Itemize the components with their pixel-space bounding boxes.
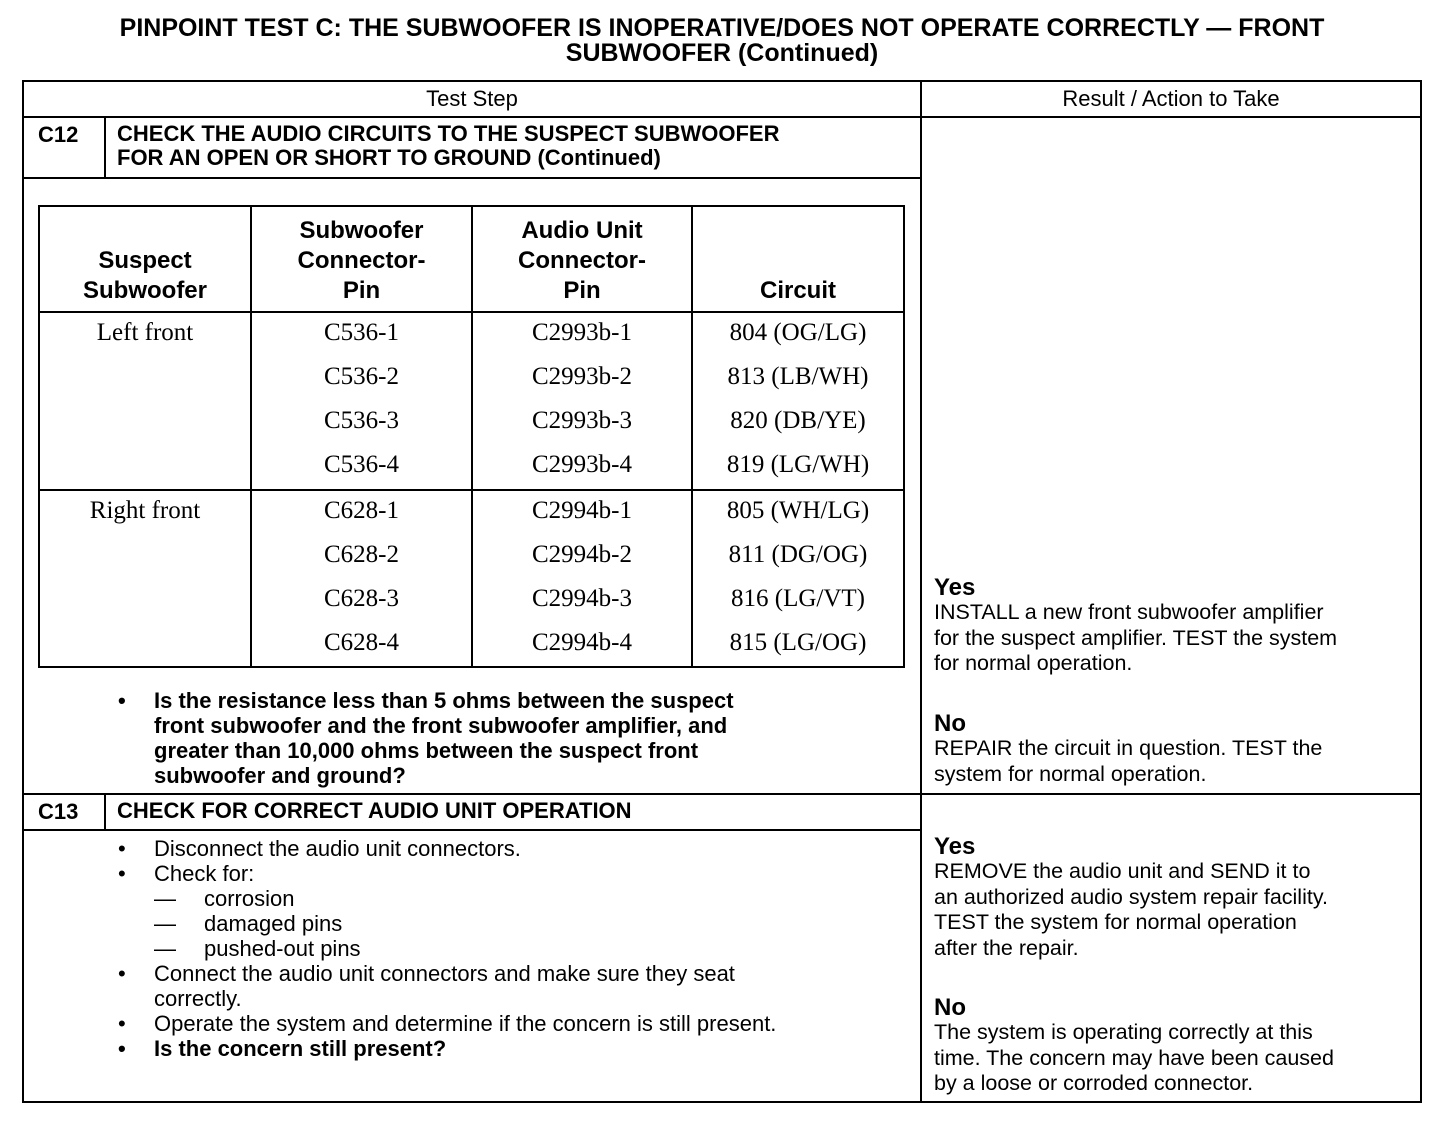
col-header-suspect-subwoofer: Suspect Subwoofer bbox=[83, 247, 207, 304]
cell-subwoofer-pin: C628-2 bbox=[324, 541, 399, 568]
list-item-text: corrosion bbox=[204, 886, 295, 911]
list-item-text: Disconnect the audio unit connectors. bbox=[154, 836, 521, 861]
c12-result-no: No REPAIR the circuit in question. TEST the system for normal operation. bbox=[934, 710, 1323, 786]
cell-audio-unit-pin: C2993b-2 bbox=[532, 363, 632, 390]
cell-circuit: 813 (LB/WH) bbox=[727, 363, 869, 390]
c12-id-divider bbox=[104, 116, 106, 178]
cell-audio-unit-pin: C2994b-3 bbox=[532, 585, 632, 612]
list-item bbox=[118, 1011, 908, 1036]
c13-instructions bbox=[118, 836, 908, 1061]
list-item bbox=[118, 961, 908, 986]
list-item bbox=[118, 936, 908, 961]
list-item bbox=[118, 886, 908, 911]
cell-suspect-subwoofer bbox=[40, 533, 250, 577]
cell-audio-unit-pin: C2993b-4 bbox=[532, 451, 632, 478]
c13-title-divider bbox=[22, 829, 922, 831]
list-item-text: correctly. bbox=[154, 986, 242, 1011]
list-item-text: Connect the audio unit connectors and make sure they seat bbox=[154, 961, 735, 986]
test-step-header: Test Step bbox=[426, 86, 518, 111]
bullet: • bbox=[118, 1036, 126, 1061]
c12-step-id: C12 bbox=[38, 122, 79, 147]
list-item-text: Check for: bbox=[154, 861, 255, 886]
col-header-audio-unit-pin: Audio Unit Connector- Pin bbox=[518, 217, 646, 304]
circuit-table bbox=[38, 205, 905, 668]
list-item bbox=[118, 911, 908, 936]
cell-suspect-subwoofer: Right front bbox=[89, 497, 201, 524]
cell-circuit: 815 (LG/OG) bbox=[729, 629, 867, 656]
column-divider bbox=[920, 80, 922, 1103]
cell-audio-unit-pin: C2993b-3 bbox=[532, 407, 632, 434]
bullet: • bbox=[118, 961, 126, 986]
cell-subwoofer-pin: C628-1 bbox=[324, 497, 399, 524]
cell-subwoofer-pin: C536-2 bbox=[324, 363, 399, 390]
bullet: • bbox=[118, 861, 126, 886]
c13-result-no: No The system is operating correctly at this time. The concern may have been caused by a loose or corroded connector. bbox=[934, 994, 1334, 1095]
cell-suspect-subwoofer bbox=[40, 621, 250, 665]
c13-result-yes: Yes REMOVE the audio unit and SEND it to an authorized audio system repair facility. TEST the system for normal operation after the repair. bbox=[934, 833, 1328, 960]
c12-question: • Is the resistance less than 5 ohms between the suspect front subwoofer and the front subwoofer amplifier, and greater than 10,000 ohms between the suspect front subwoofer and ground? bbox=[118, 688, 734, 788]
cell-circuit: 816 (LG/VT) bbox=[731, 585, 865, 612]
bullet: • bbox=[118, 836, 126, 861]
list-item bbox=[118, 1036, 908, 1061]
cell-circuit: 820 (DB/YE) bbox=[730, 407, 866, 434]
c12-step-title: CHECK THE AUDIO CIRCUITS TO THE SUSPECT SUBWOOFER FOR AN OPEN OR SHORT TO GROUND (Continued) bbox=[117, 121, 780, 170]
col-header-circuit: Circuit bbox=[759, 277, 836, 304]
header-divider bbox=[22, 116, 1422, 118]
list-item bbox=[118, 836, 908, 861]
cell-circuit: 805 (WH/LG) bbox=[726, 497, 870, 524]
c12-result-yes: Yes INSTALL a new front subwoofer amplifier for the suspect amplifier. TEST the system for normal operation. bbox=[934, 574, 1338, 675]
cell-suspect-subwoofer bbox=[40, 355, 250, 399]
dash-mark: — bbox=[154, 886, 176, 911]
cell-audio-unit-pin: C2994b-1 bbox=[532, 497, 632, 524]
result-action-header: Result / Action to Take bbox=[1062, 86, 1280, 111]
bullet: • bbox=[118, 1011, 126, 1036]
title-line-2: SUBWOOFER (Continued) bbox=[565, 39, 879, 67]
cell-subwoofer-pin: C536-4 bbox=[324, 451, 399, 478]
c12-title-divider bbox=[22, 177, 922, 179]
cell-circuit: 811 (DG/OG) bbox=[728, 541, 868, 568]
list-item-text: pushed-out pins bbox=[204, 936, 361, 961]
c13-divider bbox=[22, 793, 1422, 795]
list-item-text: damaged pins bbox=[204, 911, 343, 936]
cell-subwoofer-pin: C536-1 bbox=[324, 319, 399, 346]
cell-suspect-subwoofer bbox=[40, 399, 250, 443]
cell-subwoofer-pin: C628-3 bbox=[324, 585, 399, 612]
cell-suspect-subwoofer bbox=[40, 443, 250, 487]
list-item bbox=[118, 861, 908, 886]
col-header-subwoofer-pin: Subwoofer Connector- Pin bbox=[297, 217, 426, 304]
cell-circuit: 804 (OG/LG) bbox=[729, 319, 867, 346]
cell-circuit: 819 (LG/WH) bbox=[726, 451, 870, 478]
dash-mark: — bbox=[154, 936, 176, 961]
cell-subwoofer-pin: C536-3 bbox=[324, 407, 399, 434]
bullet: • bbox=[118, 688, 126, 713]
c13-step-title: CHECK FOR CORRECT AUDIO UNIT OPERATION bbox=[117, 798, 632, 823]
cell-suspect-subwoofer: Left front bbox=[96, 319, 194, 346]
dash-mark: — bbox=[154, 911, 176, 936]
cell-subwoofer-pin: C628-4 bbox=[324, 629, 399, 656]
c13-step-id: C13 bbox=[38, 799, 79, 824]
cell-audio-unit-pin: C2993b-1 bbox=[532, 319, 632, 346]
page-title bbox=[22, 16, 1422, 66]
cell-suspect-subwoofer bbox=[40, 577, 250, 621]
list-item-text: Operate the system and determine if the concern is still present. bbox=[154, 1011, 777, 1036]
list-item bbox=[118, 986, 908, 1011]
c13-id-divider bbox=[104, 793, 106, 830]
cell-audio-unit-pin: C2994b-2 bbox=[532, 541, 632, 568]
title-line-1: PINPOINT TEST C: THE SUBWOOFER IS INOPERATIVE/DOES NOT OPERATE CORRECTLY — FRONT bbox=[119, 14, 1325, 42]
cell-audio-unit-pin: C2994b-4 bbox=[532, 629, 632, 656]
list-item-text: Is the concern still present? bbox=[154, 1036, 447, 1061]
